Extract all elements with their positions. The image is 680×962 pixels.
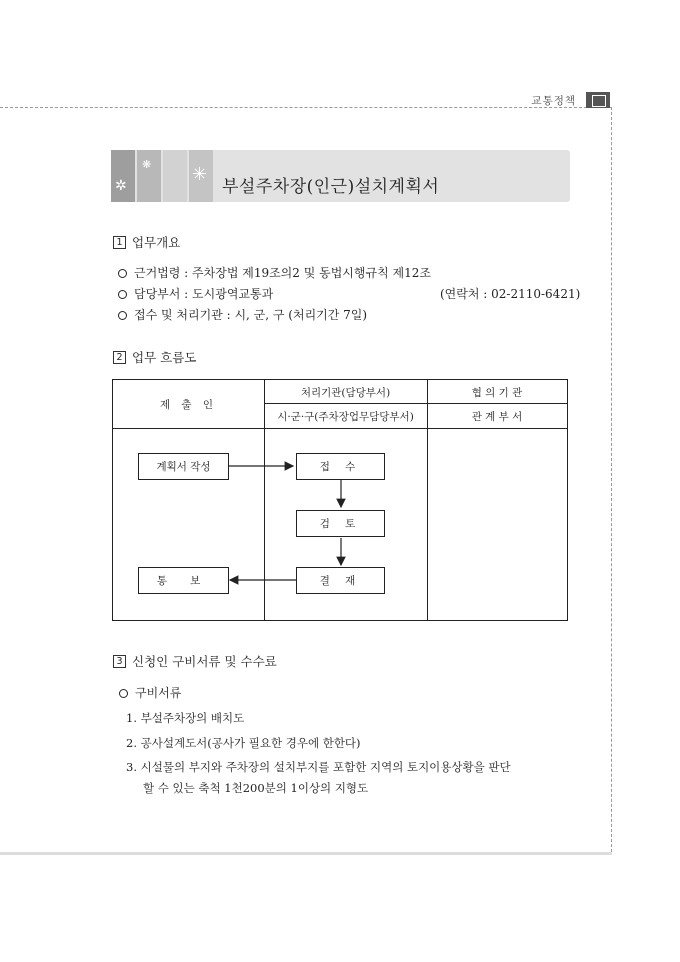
page-border-top [0, 107, 612, 108]
list-item: 3. 시설물의 부지와 주차장의 설치부지를 포함한 지역의 토지이용상황을 판단 [126, 760, 511, 774]
section-title: 업무 흐름도 [132, 350, 197, 365]
section-number: 3 [113, 655, 126, 668]
flower-icon: ✲ [115, 178, 127, 194]
box-review: 검 토 [296, 510, 385, 537]
banner-decoration [111, 150, 215, 202]
col-header-submitter: 제 출 인 [159, 399, 218, 411]
col-header-processing-dept: 시·군·구(주차장업무담당부서) [277, 411, 414, 423]
flower-icon: ✳ [192, 164, 208, 185]
section-1-heading [113, 233, 180, 251]
col-header-consult-dept: 관 계 부 서 [471, 411, 523, 423]
banner-tile [137, 150, 161, 202]
page-title: 부설주차장(인근)설치계획서 [222, 177, 440, 197]
circle-bullet-icon [118, 290, 127, 299]
box-decide: 결 재 [296, 567, 385, 594]
section-number: 1 [113, 236, 126, 249]
list-item [118, 264, 431, 281]
item-text: 근거법령 : 주차장법 제19조의2 및 동법시행규칙 제12조 [134, 266, 431, 280]
flow-chart [112, 379, 568, 621]
circle-bullet-icon [118, 311, 127, 320]
item-text: 담당부서 : 도시광역교통과 [134, 287, 274, 301]
col-header-processing: 처리기관(담당부서) [300, 387, 391, 399]
list-item: 2. 공사설계도서(공사가 필요한 경우에 한한다) [126, 736, 361, 750]
flower-icon: ❋ [142, 158, 152, 171]
list-item: 1. 부설주차장의 배치도 [126, 711, 245, 725]
banner-tile [163, 150, 187, 202]
section-title: 신청인 구비서류 및 수수료 [132, 654, 277, 669]
page-marker-icon [586, 92, 610, 108]
section-title: 업무개요 [132, 235, 181, 250]
banner-tile [111, 150, 135, 202]
sub-heading-text: 구비서류 [135, 686, 182, 700]
box-notify: 통 보 [138, 567, 229, 594]
box-plan-writing: 계획서 작성 [138, 453, 229, 480]
banner-tile [189, 150, 213, 202]
box-receive: 접 수 [296, 453, 385, 480]
contact-number: (연락처 : 02-2110-6421) [440, 287, 581, 301]
page-border-right [611, 107, 612, 852]
circle-bullet-icon [118, 269, 127, 278]
section-number: 2 [113, 351, 126, 364]
item-text: 접수 및 처리기관 : 시, 군, 구 (처리기간 7일) [134, 308, 368, 322]
page-border-bottom [0, 852, 612, 855]
col-header-consult: 협 의 기 관 [471, 387, 523, 399]
section-3-heading [113, 652, 277, 670]
running-head: 교통정책 [531, 95, 576, 107]
list-item-continued: 할 수 있는 축척 1천200분의 1이상의 지형도 [143, 781, 369, 795]
circle-bullet-icon [119, 689, 128, 698]
section-2-heading [113, 348, 196, 366]
list-item [118, 306, 367, 323]
sub-heading [119, 684, 181, 701]
list-item [118, 285, 273, 302]
